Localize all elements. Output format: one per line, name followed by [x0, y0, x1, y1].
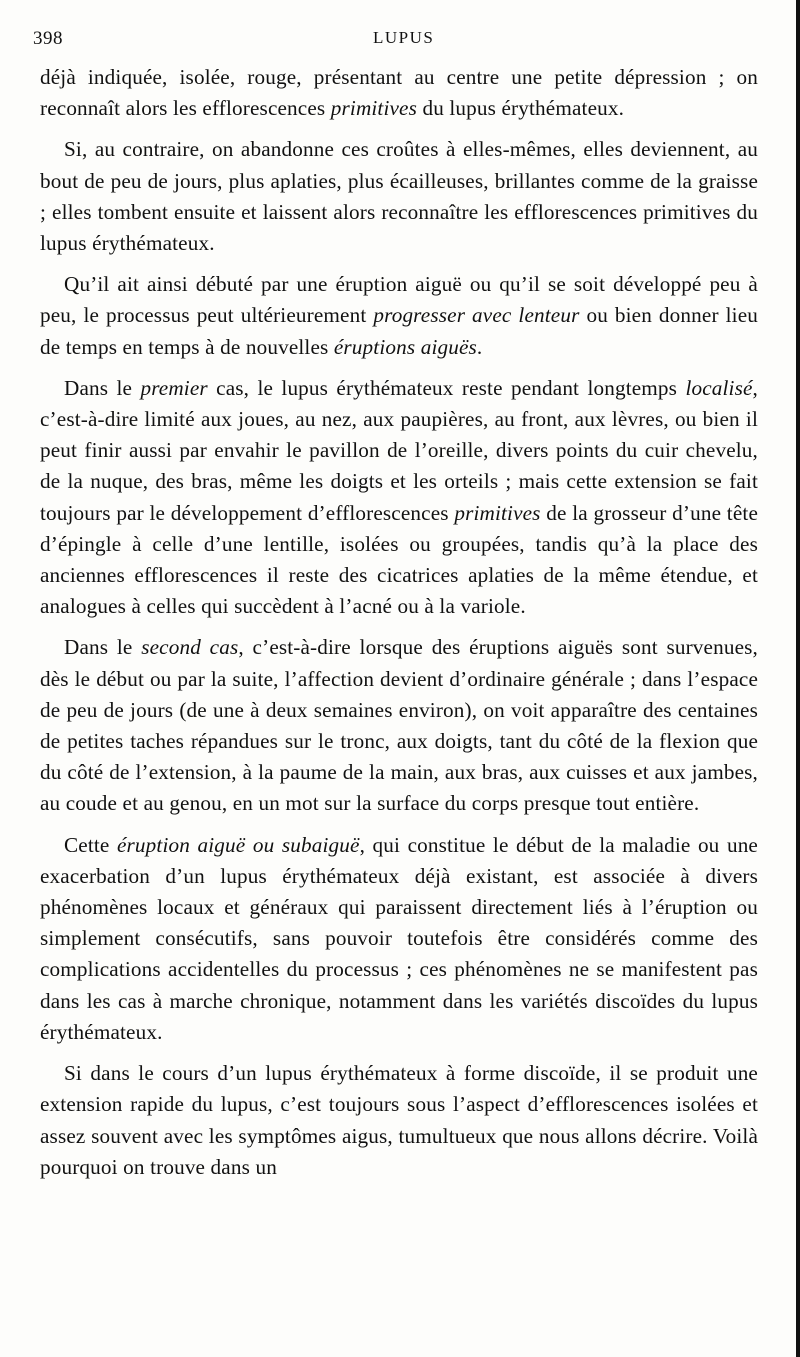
italic-text: premier — [140, 375, 208, 400]
italic-text: primitives — [330, 96, 418, 121]
text-run: Si dans le cours d’un lupus érythémateux à forme discoïde, il se produit une extension rapide du lupus, c’est toujours sous l’aspect d’efflorescences isolées et assez souvent avec les symptômes aigus, tumultueux que nous allons décrire. Voilà pourquoi on trouve dans un — [40, 1061, 758, 1179]
text-run: , c’est-à-dire lorsque des éruptions aiguës sont survenues, dès le début ou par la suite, l’affection devient d’ordinaire générale ; dans l’espace de peu de jours (de une à deux semaines environ), on voit apparaître des centaines de petites taches répandues sur le tronc, aux doigts, tant du côté de la flexion que du côté de l’extension, à la paume de la main, aux bras, aux cuisses et aux jambes, au coude et au genou, en un mot sur la surface du corps presque tout entière. — [40, 635, 758, 816]
italic-text: éruption aiguë ou subaiguë — [116, 832, 360, 857]
body-text — [40, 62, 758, 1193]
italic-text: éruptions aiguës — [333, 334, 477, 359]
italic-text: progresser avec lenteur — [373, 303, 580, 328]
paragraph — [40, 62, 758, 124]
page-edge — [796, 0, 800, 1357]
text-run: . — [476, 334, 483, 359]
paragraph — [40, 269, 758, 363]
italic-text: primitives — [454, 500, 541, 525]
text-run: , c’est-à-dire limité aux joues, au nez, aux paupières, au front, aux lèvres, ou bien il peut finir aussi par envahir le pavillon de l’oreille, divers points du cuir chevelu, de la nuque, des bras, même les doigts et les orteils ; mais cette extension se fait toujours par le développement d’efflorescences — [40, 375, 758, 525]
paragraph — [40, 830, 758, 1048]
italic-text: localisé — [685, 375, 753, 400]
text-run: Dans le — [64, 375, 141, 400]
paragraph — [40, 1058, 758, 1183]
text-run: ou bien donner lieu de temps en temps à de nouvelles — [40, 303, 758, 359]
text-run: Si, au contraire, on abandonne ces croûtes à elles-mêmes, elles deviennent, au bout de peu de jours, plus aplaties, plus écailleuses, brillantes comme de la graisse ; elles tombent ensuite et laissent alors reconnaître les efflorescences primitives du lupus érythémateux. — [40, 137, 758, 256]
text-run: Cette — [64, 832, 117, 857]
text-run: Qu’il ait ainsi débuté par une éruption aiguë ou qu’il se soit développé peu à peu, le processus peut ultérieurement — [40, 272, 758, 328]
paragraph — [40, 632, 758, 819]
paragraph — [40, 134, 758, 259]
page-number: 398 — [33, 28, 63, 49]
paragraph — [40, 373, 758, 623]
text-run: , qui constitue le début de la maladie ou une exacerbation d’un lupus érythémateux déjà existant, est associée à divers phénomènes locaux et généraux qui paraissent directement liés à l’éruption ou simplement consécutifs, sans pouvoir toutefois être considérés comme des complications accidentelles du processus ; ces phénomènes ne se manifestent pas dans les cas à marche chronique, notamment dans les variétés discoïdes du lupus érythémateux. — [40, 832, 758, 1044]
running-head: LUPUS — [373, 28, 435, 47]
text-run: de la grosseur d’une tête d’épingle à celle d’une lentille, isolées ou groupées, tandis qu’à la place des anciennes efflorescences il reste des cicatrices aplaties de la même étendue, et analogues à celles qui succèdent à l’acné ou à la variole. — [40, 500, 758, 619]
text-run: déjà indiquée, isolée, rouge, présentant au centre une petite dépression ; on reconnaît alors les efflorescences — [40, 65, 758, 121]
italic-text: second cas — [141, 635, 239, 660]
text-run: Dans le — [64, 635, 142, 660]
text-run: cas, le lupus érythémateux reste pendant longtemps — [207, 375, 686, 400]
page-header — [33, 28, 753, 58]
text-run: du lupus érythémateux. — [417, 96, 625, 121]
